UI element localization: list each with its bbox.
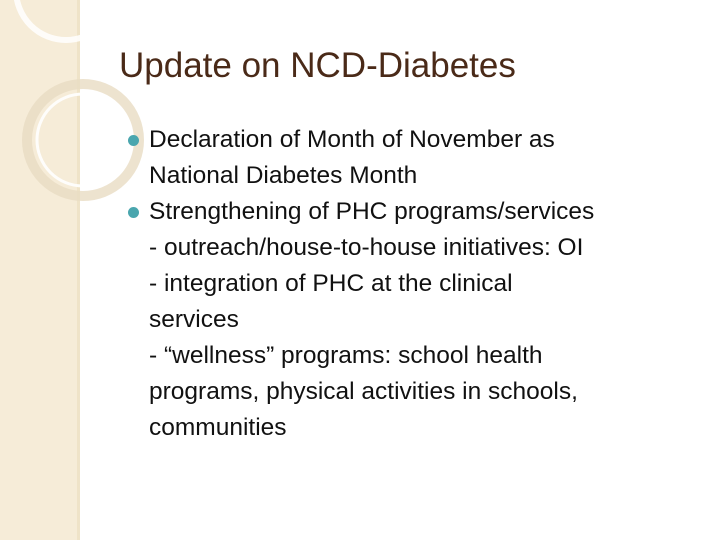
bullet-item-strengthening bbox=[132, 194, 692, 446]
bullet-line: services bbox=[149, 306, 239, 333]
bullet-list bbox=[132, 122, 692, 446]
bullet-line: National Diabetes Month bbox=[149, 162, 418, 189]
bullet-dot-icon bbox=[128, 207, 139, 218]
bullet-line: communities bbox=[149, 414, 287, 441]
bullet-line: - “wellness” programs: school health bbox=[149, 342, 543, 369]
bullet-dot-icon bbox=[128, 135, 139, 146]
bullet-line: Strengthening of PHC programs/services bbox=[149, 198, 595, 225]
slide-title: Update on NCD-Diabetes bbox=[119, 46, 516, 85]
side-divider-line bbox=[77, 0, 80, 540]
bullet-line: - integration of PHC at the clinical bbox=[149, 270, 513, 297]
bullet-item-declaration bbox=[132, 122, 692, 194]
bullet-line: programs, physical activities in schools, bbox=[149, 378, 578, 405]
bullet-line: - outreach/house-to-house initiatives: OI bbox=[149, 234, 584, 261]
side-decoration-panel bbox=[0, 0, 77, 540]
bullet-line: Declaration of Month of November as bbox=[149, 126, 555, 153]
